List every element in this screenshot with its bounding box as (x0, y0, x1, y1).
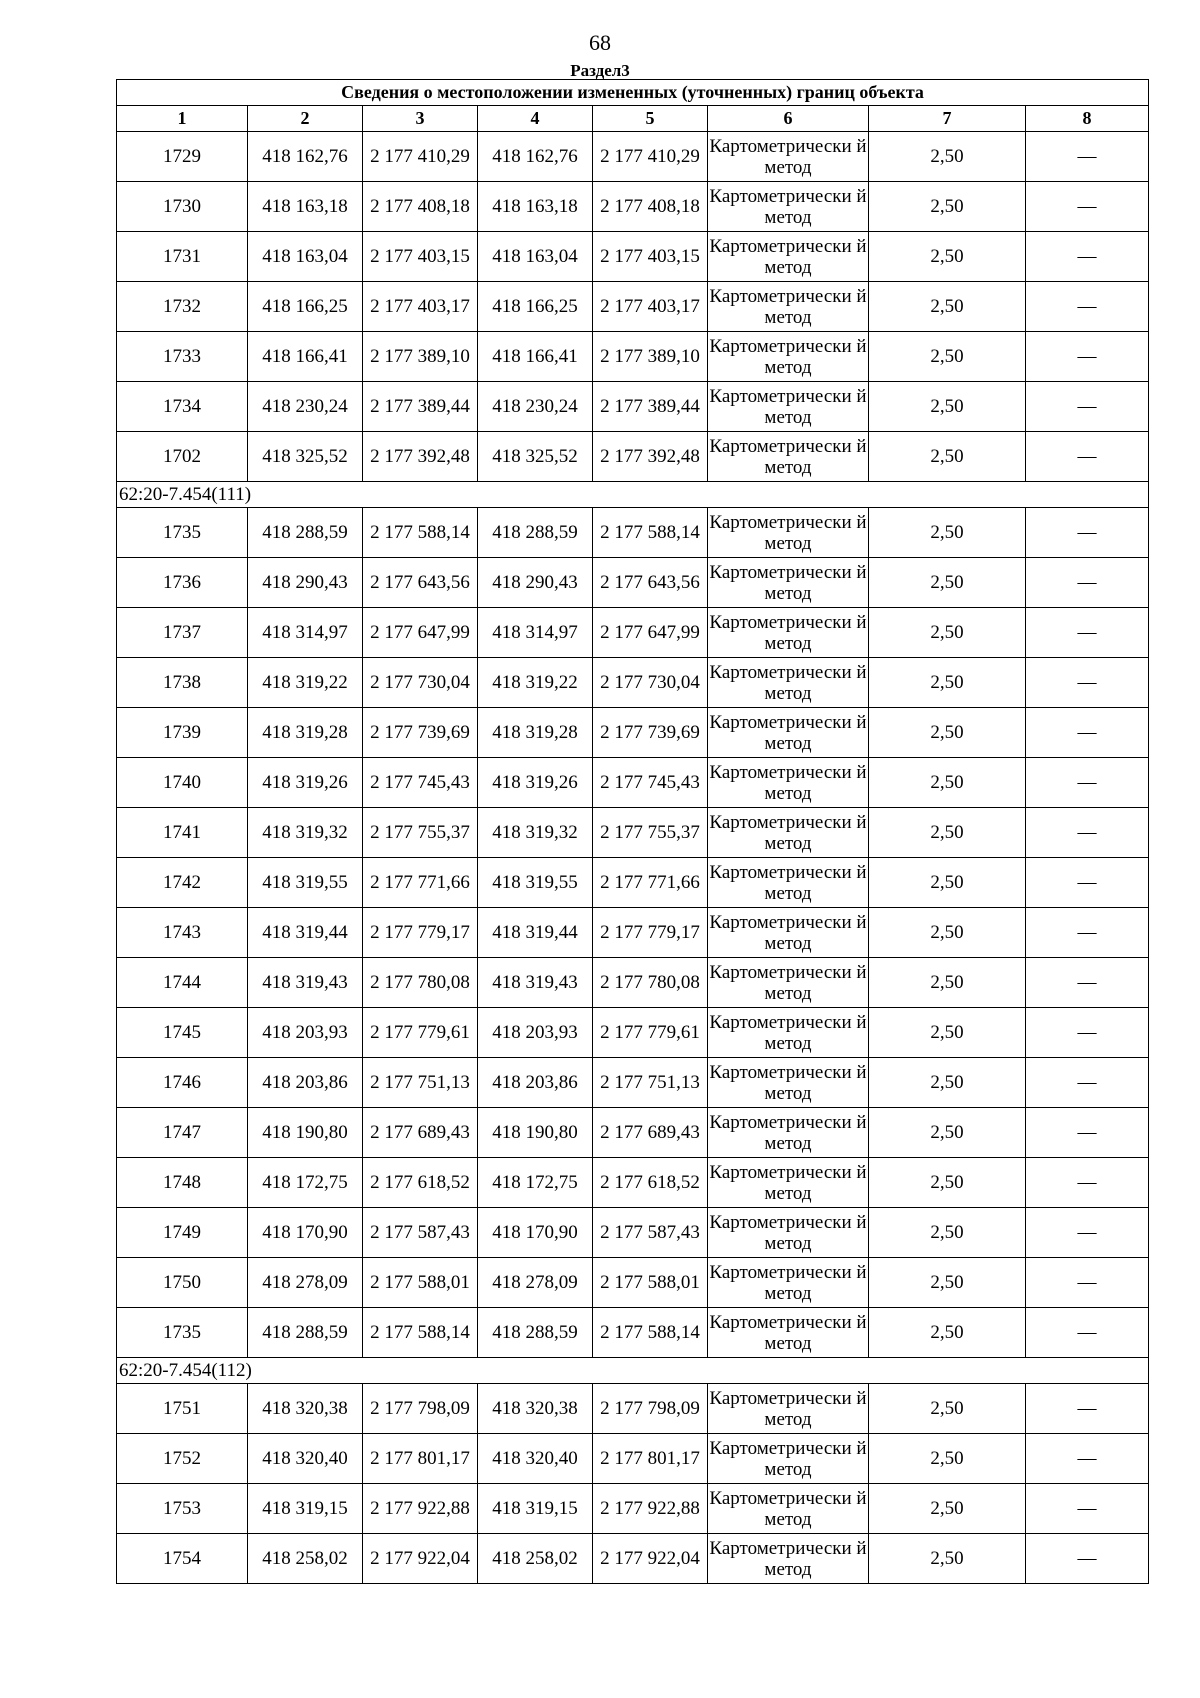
point-number-cell: 1754 (117, 1534, 248, 1584)
accuracy-cell: 2,50 (869, 1534, 1026, 1584)
accuracy-cell: 2,50 (869, 182, 1026, 232)
y-coordinate-new-cell: 2 177 389,44 (593, 382, 708, 432)
table-row (117, 1158, 1149, 1208)
table-row (117, 1108, 1149, 1158)
table-row (117, 132, 1149, 182)
note-cell: — (1026, 1384, 1149, 1434)
x-coordinate-old-cell: 418 203,86 (248, 1058, 363, 1108)
x-coordinate-old-cell: 418 319,28 (248, 708, 363, 758)
method-cell: Картометрически й метод (708, 332, 869, 382)
note-cell: — (1026, 1108, 1149, 1158)
point-number-cell: 1752 (117, 1434, 248, 1484)
y-coordinate-old-cell: 2 177 779,61 (363, 1008, 478, 1058)
y-coordinate-new-cell: 2 177 689,43 (593, 1108, 708, 1158)
x-coordinate-old-cell: 418 314,97 (248, 608, 363, 658)
accuracy-cell: 2,50 (869, 808, 1026, 858)
point-number-cell: 1729 (117, 132, 248, 182)
y-coordinate-new-cell: 2 177 588,14 (593, 1308, 708, 1358)
method-cell: Картометрически й метод (708, 558, 869, 608)
table-row (117, 508, 1149, 558)
note-cell: — (1026, 1258, 1149, 1308)
x-coordinate-old-cell: 418 319,15 (248, 1484, 363, 1534)
accuracy-cell: 2,50 (869, 1108, 1026, 1158)
accuracy-cell: 2,50 (869, 1434, 1026, 1484)
y-coordinate-new-cell: 2 177 403,15 (593, 232, 708, 282)
x-coordinate-old-cell: 418 203,93 (248, 1008, 363, 1058)
method-cell: Картометрически й метод (708, 382, 869, 432)
group-header-row (117, 1358, 1149, 1384)
table-row (117, 1534, 1149, 1584)
x-coordinate-old-cell: 418 166,25 (248, 282, 363, 332)
y-coordinate-new-cell: 2 177 408,18 (593, 182, 708, 232)
table-title: Сведения о местоположении измененных (уточненных) границ объекта (117, 80, 1149, 106)
table-row (117, 1008, 1149, 1058)
x-coordinate-new-cell: 418 320,40 (478, 1434, 593, 1484)
note-cell: — (1026, 382, 1149, 432)
table-caption-row (117, 80, 1149, 106)
table-row (117, 608, 1149, 658)
x-coordinate-new-cell: 418 320,38 (478, 1384, 593, 1434)
x-coordinate-old-cell: 418 288,59 (248, 508, 363, 558)
method-cell: Картометрически й метод (708, 1484, 869, 1534)
column-number: 4 (478, 106, 593, 132)
y-coordinate-new-cell: 2 177 801,17 (593, 1434, 708, 1484)
table-row (117, 908, 1149, 958)
x-coordinate-new-cell: 418 319,26 (478, 758, 593, 808)
point-number-cell: 1735 (117, 508, 248, 558)
method-cell: Картометрически й метод (708, 1158, 869, 1208)
accuracy-cell: 2,50 (869, 1158, 1026, 1208)
x-coordinate-old-cell: 418 258,02 (248, 1534, 363, 1584)
y-coordinate-old-cell: 2 177 745,43 (363, 758, 478, 808)
note-cell: — (1026, 508, 1149, 558)
point-number-cell: 1753 (117, 1484, 248, 1534)
y-coordinate-old-cell: 2 177 403,15 (363, 232, 478, 282)
column-number: 6 (708, 106, 869, 132)
table-row (117, 432, 1149, 482)
column-number: 5 (593, 106, 708, 132)
method-cell: Картометрически й метод (708, 1008, 869, 1058)
y-coordinate-old-cell: 2 177 392,48 (363, 432, 478, 482)
point-number-cell: 1730 (117, 182, 248, 232)
table-row (117, 182, 1149, 232)
x-coordinate-new-cell: 418 319,32 (478, 808, 593, 858)
method-cell: Картометрически й метод (708, 808, 869, 858)
table-row (117, 382, 1149, 432)
method-cell: Картометрически й метод (708, 232, 869, 282)
point-number-cell: 1747 (117, 1108, 248, 1158)
y-coordinate-old-cell: 2 177 779,17 (363, 908, 478, 958)
y-coordinate-new-cell: 2 177 647,99 (593, 608, 708, 658)
x-coordinate-old-cell: 418 288,59 (248, 1308, 363, 1358)
note-cell: — (1026, 182, 1149, 232)
accuracy-cell: 2,50 (869, 1058, 1026, 1108)
method-cell: Картометрически й метод (708, 758, 869, 808)
method-cell: Картометрически й метод (708, 1308, 869, 1358)
x-coordinate-new-cell: 418 319,55 (478, 858, 593, 908)
method-cell: Картометрически й метод (708, 432, 869, 482)
y-coordinate-new-cell: 2 177 730,04 (593, 658, 708, 708)
accuracy-cell: 2,50 (869, 858, 1026, 908)
point-number-cell: 1737 (117, 608, 248, 658)
y-coordinate-new-cell: 2 177 403,17 (593, 282, 708, 332)
y-coordinate-old-cell: 2 177 587,43 (363, 1208, 478, 1258)
table-row (117, 1434, 1149, 1484)
y-coordinate-old-cell: 2 177 389,44 (363, 382, 478, 432)
y-coordinate-old-cell: 2 177 389,10 (363, 332, 478, 382)
table-row (117, 1308, 1149, 1358)
y-coordinate-new-cell: 2 177 751,13 (593, 1058, 708, 1108)
x-coordinate-old-cell: 418 163,18 (248, 182, 363, 232)
note-cell: — (1026, 958, 1149, 1008)
x-coordinate-old-cell: 418 290,43 (248, 558, 363, 608)
point-number-cell: 1735 (117, 1308, 248, 1358)
x-coordinate-new-cell: 418 290,43 (478, 558, 593, 608)
column-number: 8 (1026, 106, 1149, 132)
x-coordinate-new-cell: 418 163,18 (478, 182, 593, 232)
y-coordinate-old-cell: 2 177 730,04 (363, 658, 478, 708)
x-coordinate-new-cell: 418 288,59 (478, 508, 593, 558)
accuracy-cell: 2,50 (869, 432, 1026, 482)
accuracy-cell: 2,50 (869, 608, 1026, 658)
note-cell: — (1026, 1208, 1149, 1258)
point-number-cell: 1733 (117, 332, 248, 382)
table-row (117, 658, 1149, 708)
x-coordinate-old-cell: 418 319,55 (248, 858, 363, 908)
method-cell: Картометрически й метод (708, 1434, 869, 1484)
y-coordinate-new-cell: 2 177 771,66 (593, 858, 708, 908)
accuracy-cell: 2,50 (869, 708, 1026, 758)
x-coordinate-new-cell: 418 166,41 (478, 332, 593, 382)
note-cell: — (1026, 332, 1149, 382)
table-row (117, 958, 1149, 1008)
method-cell: Картометрически й метод (708, 282, 869, 332)
table-row (117, 1484, 1149, 1534)
x-coordinate-old-cell: 418 166,41 (248, 332, 363, 382)
note-cell: — (1026, 1008, 1149, 1058)
page-number: 68 (589, 30, 611, 55)
x-coordinate-new-cell: 418 203,93 (478, 1008, 593, 1058)
y-coordinate-old-cell: 2 177 780,08 (363, 958, 478, 1008)
y-coordinate-old-cell: 2 177 408,18 (363, 182, 478, 232)
y-coordinate-old-cell: 2 177 771,66 (363, 858, 478, 908)
accuracy-cell: 2,50 (869, 758, 1026, 808)
method-cell: Картометрически й метод (708, 132, 869, 182)
y-coordinate-old-cell: 2 177 403,17 (363, 282, 478, 332)
method-cell: Картометрически й метод (708, 1108, 869, 1158)
x-coordinate-old-cell: 418 163,04 (248, 232, 363, 282)
point-number-cell: 1734 (117, 382, 248, 432)
y-coordinate-new-cell: 2 177 410,29 (593, 132, 708, 182)
method-cell: Картометрически й метод (708, 708, 869, 758)
y-coordinate-new-cell: 2 177 389,10 (593, 332, 708, 382)
method-cell: Картометрически й метод (708, 608, 869, 658)
column-number-row (117, 106, 1149, 132)
note-cell: — (1026, 1434, 1149, 1484)
y-coordinate-new-cell: 2 177 745,43 (593, 758, 708, 808)
y-coordinate-new-cell: 2 177 922,04 (593, 1534, 708, 1584)
x-coordinate-old-cell: 418 320,40 (248, 1434, 363, 1484)
x-coordinate-new-cell: 418 278,09 (478, 1258, 593, 1308)
x-coordinate-new-cell: 418 319,43 (478, 958, 593, 1008)
x-coordinate-new-cell: 418 288,59 (478, 1308, 593, 1358)
x-coordinate-old-cell: 418 190,80 (248, 1108, 363, 1158)
table-row (117, 708, 1149, 758)
point-number-cell: 1702 (117, 432, 248, 482)
note-cell: — (1026, 658, 1149, 708)
column-number: 7 (869, 106, 1026, 132)
x-coordinate-new-cell: 418 319,15 (478, 1484, 593, 1534)
x-coordinate-new-cell: 418 163,04 (478, 232, 593, 282)
y-coordinate-new-cell: 2 177 798,09 (593, 1384, 708, 1434)
point-number-cell: 1751 (117, 1384, 248, 1434)
x-coordinate-old-cell: 418 319,43 (248, 958, 363, 1008)
y-coordinate-new-cell: 2 177 779,61 (593, 1008, 708, 1058)
note-cell: — (1026, 758, 1149, 808)
note-cell: — (1026, 558, 1149, 608)
method-cell: Картометрически й метод (708, 508, 869, 558)
x-coordinate-new-cell: 418 325,52 (478, 432, 593, 482)
x-coordinate-old-cell: 418 319,32 (248, 808, 363, 858)
note-cell: — (1026, 858, 1149, 908)
y-coordinate-new-cell: 2 177 780,08 (593, 958, 708, 1008)
note-cell: — (1026, 132, 1149, 182)
accuracy-cell: 2,50 (869, 1208, 1026, 1258)
y-coordinate-old-cell: 2 177 689,43 (363, 1108, 478, 1158)
method-cell: Картометрически й метод (708, 182, 869, 232)
method-cell: Картометрически й метод (708, 958, 869, 1008)
point-number-cell: 1738 (117, 658, 248, 708)
table-row (117, 1208, 1149, 1258)
x-coordinate-old-cell: 418 170,90 (248, 1208, 363, 1258)
y-coordinate-old-cell: 2 177 588,01 (363, 1258, 478, 1308)
x-coordinate-new-cell: 418 319,28 (478, 708, 593, 758)
column-number: 1 (117, 106, 248, 132)
point-number-cell: 1748 (117, 1158, 248, 1208)
point-number-cell: 1744 (117, 958, 248, 1008)
table-row (117, 282, 1149, 332)
column-number: 2 (248, 106, 363, 132)
accuracy-cell: 2,50 (869, 1384, 1026, 1434)
y-coordinate-old-cell: 2 177 922,04 (363, 1534, 478, 1584)
section-label: Раздел3 (570, 61, 630, 80)
note-cell: — (1026, 708, 1149, 758)
y-coordinate-new-cell: 2 177 779,17 (593, 908, 708, 958)
y-coordinate-old-cell: 2 177 922,88 (363, 1484, 478, 1534)
x-coordinate-new-cell: 418 314,97 (478, 608, 593, 658)
point-number-cell: 1750 (117, 1258, 248, 1308)
accuracy-cell: 2,50 (869, 658, 1026, 708)
point-number-cell: 1739 (117, 708, 248, 758)
y-coordinate-old-cell: 2 177 647,99 (363, 608, 478, 658)
group-label: 62:20-7.454(111) (117, 482, 1149, 508)
table-row (117, 558, 1149, 608)
table-row (117, 1258, 1149, 1308)
y-coordinate-old-cell: 2 177 798,09 (363, 1384, 478, 1434)
x-coordinate-new-cell: 418 190,80 (478, 1108, 593, 1158)
y-coordinate-old-cell: 2 177 588,14 (363, 508, 478, 558)
point-number-cell: 1746 (117, 1058, 248, 1108)
x-coordinate-old-cell: 418 319,26 (248, 758, 363, 808)
accuracy-cell: 2,50 (869, 1484, 1026, 1534)
x-coordinate-old-cell: 418 320,38 (248, 1384, 363, 1434)
y-coordinate-new-cell: 2 177 588,14 (593, 508, 708, 558)
table-row (117, 232, 1149, 282)
x-coordinate-new-cell: 418 172,75 (478, 1158, 593, 1208)
table-row (117, 1058, 1149, 1108)
point-number-cell: 1740 (117, 758, 248, 808)
table-row (117, 808, 1149, 858)
y-coordinate-new-cell: 2 177 588,01 (593, 1258, 708, 1308)
y-coordinate-old-cell: 2 177 588,14 (363, 1308, 478, 1358)
x-coordinate-new-cell: 418 319,44 (478, 908, 593, 958)
x-coordinate-old-cell: 418 319,44 (248, 908, 363, 958)
x-coordinate-new-cell: 418 162,76 (478, 132, 593, 182)
y-coordinate-old-cell: 2 177 755,37 (363, 808, 478, 858)
x-coordinate-new-cell: 418 166,25 (478, 282, 593, 332)
y-coordinate-old-cell: 2 177 643,56 (363, 558, 478, 608)
accuracy-cell: 2,50 (869, 958, 1026, 1008)
y-coordinate-new-cell: 2 177 922,88 (593, 1484, 708, 1534)
note-cell: — (1026, 232, 1149, 282)
note-cell: — (1026, 1534, 1149, 1584)
x-coordinate-old-cell: 418 172,75 (248, 1158, 363, 1208)
accuracy-cell: 2,50 (869, 282, 1026, 332)
method-cell: Картометрически й метод (708, 1058, 869, 1108)
note-cell: — (1026, 608, 1149, 658)
y-coordinate-old-cell: 2 177 410,29 (363, 132, 478, 182)
x-coordinate-old-cell: 418 230,24 (248, 382, 363, 432)
point-number-cell: 1745 (117, 1008, 248, 1058)
point-number-cell: 1743 (117, 908, 248, 958)
x-coordinate-old-cell: 418 325,52 (248, 432, 363, 482)
boundary-coordinates-table (116, 79, 1149, 1584)
accuracy-cell: 2,50 (869, 1258, 1026, 1308)
accuracy-cell: 2,50 (869, 132, 1026, 182)
group-header-row (117, 482, 1149, 508)
x-coordinate-old-cell: 418 162,76 (248, 132, 363, 182)
note-cell: — (1026, 432, 1149, 482)
point-number-cell: 1742 (117, 858, 248, 908)
method-cell: Картометрически й метод (708, 858, 869, 908)
note-cell: — (1026, 1158, 1149, 1208)
x-coordinate-new-cell: 418 170,90 (478, 1208, 593, 1258)
y-coordinate-old-cell: 2 177 618,52 (363, 1158, 478, 1208)
method-cell: Картометрически й метод (708, 658, 869, 708)
x-coordinate-new-cell: 418 258,02 (478, 1534, 593, 1584)
table-row (117, 332, 1149, 382)
point-number-cell: 1732 (117, 282, 248, 332)
method-cell: Картометрически й метод (708, 908, 869, 958)
y-coordinate-old-cell: 2 177 739,69 (363, 708, 478, 758)
accuracy-cell: 2,50 (869, 558, 1026, 608)
point-number-cell: 1749 (117, 1208, 248, 1258)
point-number-cell: 1736 (117, 558, 248, 608)
point-number-cell: 1731 (117, 232, 248, 282)
x-coordinate-old-cell: 418 278,09 (248, 1258, 363, 1308)
point-number-cell: 1741 (117, 808, 248, 858)
accuracy-cell: 2,50 (869, 908, 1026, 958)
note-cell: — (1026, 1308, 1149, 1358)
note-cell: — (1026, 908, 1149, 958)
note-cell: — (1026, 808, 1149, 858)
y-coordinate-old-cell: 2 177 751,13 (363, 1058, 478, 1108)
method-cell: Картометрически й метод (708, 1384, 869, 1434)
method-cell: Картометрически й метод (708, 1208, 869, 1258)
y-coordinate-new-cell: 2 177 643,56 (593, 558, 708, 608)
column-number: 3 (363, 106, 478, 132)
table-row (117, 1384, 1149, 1434)
group-label: 62:20-7.454(112) (117, 1358, 1149, 1384)
accuracy-cell: 2,50 (869, 232, 1026, 282)
accuracy-cell: 2,50 (869, 1308, 1026, 1358)
table-row (117, 758, 1149, 808)
x-coordinate-new-cell: 418 203,86 (478, 1058, 593, 1108)
method-cell: Картометрически й метод (708, 1258, 869, 1308)
method-cell: Картометрически й метод (708, 1534, 869, 1584)
y-coordinate-new-cell: 2 177 587,43 (593, 1208, 708, 1258)
accuracy-cell: 2,50 (869, 1008, 1026, 1058)
accuracy-cell: 2,50 (869, 508, 1026, 558)
note-cell: — (1026, 282, 1149, 332)
accuracy-cell: 2,50 (869, 332, 1026, 382)
y-coordinate-new-cell: 2 177 739,69 (593, 708, 708, 758)
x-coordinate-new-cell: 418 319,22 (478, 658, 593, 708)
y-coordinate-new-cell: 2 177 618,52 (593, 1158, 708, 1208)
y-coordinate-new-cell: 2 177 392,48 (593, 432, 708, 482)
accuracy-cell: 2,50 (869, 382, 1026, 432)
x-coordinate-old-cell: 418 319,22 (248, 658, 363, 708)
x-coordinate-new-cell: 418 230,24 (478, 382, 593, 432)
table-row (117, 858, 1149, 908)
note-cell: — (1026, 1058, 1149, 1108)
note-cell: — (1026, 1484, 1149, 1534)
y-coordinate-old-cell: 2 177 801,17 (363, 1434, 478, 1484)
y-coordinate-new-cell: 2 177 755,37 (593, 808, 708, 858)
